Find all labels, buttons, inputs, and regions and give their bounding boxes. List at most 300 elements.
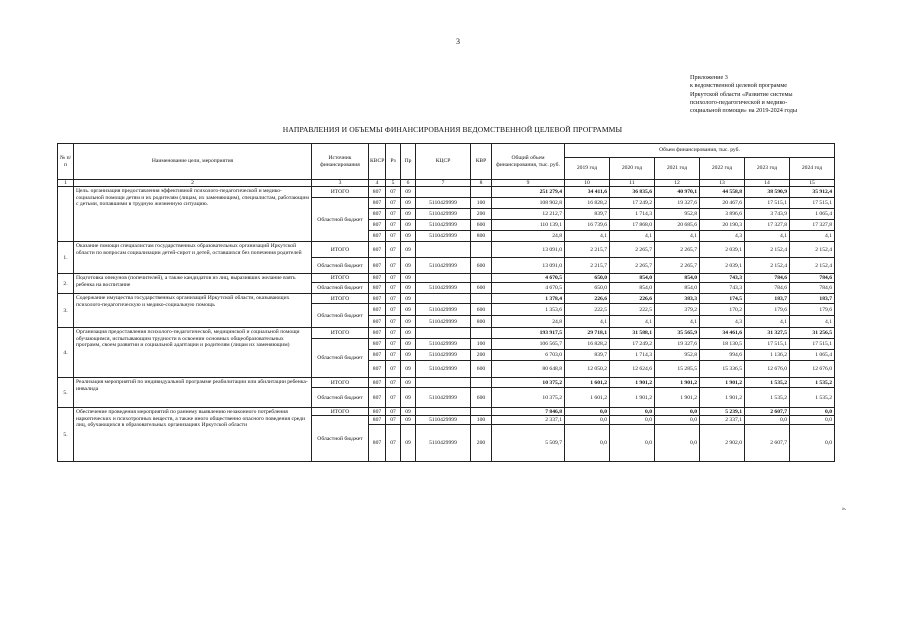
year-value-cell: 0,0	[790, 408, 835, 416]
column-number: 9	[492, 180, 565, 187]
header-total: Общий объем финансирования, тыс. руб.	[492, 144, 565, 180]
year-value-cell: 2 337,1	[700, 416, 745, 425]
kvr-cell	[471, 294, 492, 304]
year-value-cell: 222,5	[610, 304, 655, 316]
appendix-line: психолого-педагогической и медико-	[690, 98, 788, 106]
year-value-cell: 4,1	[655, 316, 700, 328]
year-value-cell: 17 868,0	[610, 220, 655, 231]
pr-cell: 09	[401, 361, 416, 378]
rz-cell: 07	[386, 294, 401, 304]
column-number: 14	[745, 180, 790, 187]
year-value-cell: 12 624,6	[610, 361, 655, 378]
header-source: Источник финансирования	[312, 144, 369, 180]
year-value-cell: 952,8	[655, 350, 700, 361]
pr-cell: 09	[401, 258, 416, 274]
funding-source: Областной бюджет	[312, 283, 369, 294]
kvr-cell: 600	[471, 388, 492, 408]
kcsr-cell: 5110429999	[416, 198, 471, 209]
year-value-cell: 16 828,2	[565, 339, 610, 350]
kvr-cell: 600	[471, 304, 492, 316]
year-value-cell: 4,3	[700, 316, 745, 328]
year-value-cell: 1 065,4	[790, 209, 835, 220]
year-value-cell: 4,1	[745, 231, 790, 242]
header-kvsr: КВСР	[369, 144, 386, 180]
pr-cell: 09	[401, 316, 416, 328]
year-value-cell: 2 265,7	[655, 258, 700, 274]
column-number: 1	[58, 180, 74, 187]
funding-source-total: ИТОГО	[312, 274, 369, 283]
total-cell: 4 670,5	[492, 274, 565, 283]
kvsr-cell: 807	[369, 187, 386, 198]
kcsr-cell	[416, 408, 471, 416]
total-cell: 5 509,7	[492, 425, 565, 462]
year-value-cell: 179,6	[790, 304, 835, 316]
year-value-cell: 1 714,3	[610, 350, 655, 361]
kvsr-cell: 807	[369, 350, 386, 361]
table-body	[58, 187, 835, 462]
kcsr-cell: 5110429999	[416, 339, 471, 350]
year-value-cell: 31 327,5	[745, 328, 790, 339]
year-value-cell: 19 327,6	[655, 339, 700, 350]
year-value-cell: 183,7	[745, 294, 790, 304]
year-value-cell: 839,7	[565, 350, 610, 361]
pr-cell: 09	[401, 242, 416, 258]
year-value-cell: 4,3	[700, 231, 745, 242]
table-row	[58, 242, 835, 258]
year-value-cell: 2 039,1	[700, 242, 745, 258]
kvsr-cell: 807	[369, 316, 386, 328]
year-value-cell: 0,0	[610, 416, 655, 425]
year-value-cell: 784,6	[790, 274, 835, 283]
kvsr-cell: 807	[369, 328, 386, 339]
year-value-cell: 0,0	[655, 425, 700, 462]
row-number: 5.	[58, 408, 74, 462]
total-cell: 110 139,1	[492, 220, 565, 231]
kvsr-cell: 807	[369, 425, 386, 462]
rz-cell: 07	[386, 220, 401, 231]
year-value-cell: 31 256,5	[790, 328, 835, 339]
year-value-cell: 0,0	[610, 425, 655, 462]
year-value-cell: 2 152,4	[745, 242, 790, 258]
year-value-cell: 35 912,4	[790, 187, 835, 198]
year-value-cell: 38 590,9	[745, 187, 790, 198]
measure-name: Оказание помощи специалистам государственных образовательных организаций Иркутской области по вопросам социализации детей-сирот и детей, оставшихся без попечения родителей	[74, 242, 312, 274]
header-year: 2023 год	[745, 158, 790, 180]
year-value-cell: 1 535,2	[745, 378, 790, 388]
kvr-cell: 200	[471, 425, 492, 462]
year-value-cell: 20 685,6	[655, 220, 700, 231]
kvsr-cell: 807	[369, 198, 386, 209]
pr-cell: 09	[401, 209, 416, 220]
column-number: 3	[312, 180, 369, 187]
kvsr-cell: 807	[369, 304, 386, 316]
total-cell: 2 337,1	[492, 416, 565, 425]
total-cell: 10 375,2	[492, 378, 565, 388]
measure-name: Содержание имущества государственных организаций Иркутской области, оказывающих психолого-педагогическую и медико-социальную помощь	[74, 294, 312, 328]
kvr-cell	[471, 328, 492, 339]
year-value-cell: 743,3	[700, 283, 745, 294]
kcsr-cell: 5110429999	[416, 209, 471, 220]
table-row	[58, 408, 835, 416]
row-number: 2.	[58, 274, 74, 294]
funding-source-total: ИТОГО	[312, 378, 369, 388]
kcsr-cell: 5110429999	[416, 283, 471, 294]
year-value-cell: 40 970,1	[655, 187, 700, 198]
column-number: 8	[471, 180, 492, 187]
year-value-cell: 4,1	[655, 231, 700, 242]
pr-cell: 09	[401, 328, 416, 339]
year-value-cell: 0,0	[565, 425, 610, 462]
year-value-cell: 1 901,2	[655, 378, 700, 388]
kvr-cell: 200	[471, 209, 492, 220]
rz-cell: 07	[386, 283, 401, 294]
funding-source-total: ИТОГО	[312, 328, 369, 339]
kcsr-cell: 5110429999	[416, 304, 471, 316]
year-value-cell: 0,0	[610, 408, 655, 416]
pr-cell: 09	[401, 231, 416, 242]
kvr-cell: 600	[471, 283, 492, 294]
kvr-cell: 600	[471, 258, 492, 274]
kcsr-cell: 5110429999	[416, 350, 471, 361]
rz-cell: 07	[386, 209, 401, 220]
year-value-cell: 4,1	[610, 231, 655, 242]
year-value-cell: 0,0	[745, 416, 790, 425]
year-value-cell: 17 249,2	[610, 339, 655, 350]
year-value-cell: 839,7	[565, 209, 610, 220]
rz-cell: 07	[386, 231, 401, 242]
year-value-cell: 1 901,2	[700, 388, 745, 408]
year-value-cell: 20 190,3	[700, 220, 745, 231]
year-value-cell: 994,6	[700, 350, 745, 361]
total-cell: 4 670,5	[492, 283, 565, 294]
row-number	[58, 187, 74, 242]
year-value-cell: 2 265,7	[610, 258, 655, 274]
kvr-cell	[471, 408, 492, 416]
total-cell: 13 091,0	[492, 242, 565, 258]
rz-cell: 07	[386, 304, 401, 316]
kvr-cell	[471, 187, 492, 198]
year-value-cell: 1 535,2	[745, 388, 790, 408]
funding-source: Областной бюджет	[312, 416, 369, 462]
header-year: 2019 год	[565, 158, 610, 180]
measure-name: Обеспечение проведения мероприятий по раннему выявлению незаконного потребления наркотических и психотропных веществ, а также иного общественно опасного поведения среди лиц, обучающихся в образовательных организациях Иркутской области	[74, 408, 312, 462]
year-value-cell: 2 152,4	[745, 258, 790, 274]
kvsr-cell: 807	[369, 361, 386, 378]
kcsr-cell: 5110429999	[416, 316, 471, 328]
rz-cell: 07	[386, 274, 401, 283]
appendix-note	[690, 74, 797, 115]
pr-cell: 09	[401, 416, 416, 425]
kcsr-cell: 5110429999	[416, 231, 471, 242]
year-value-cell: 174,5	[700, 294, 745, 304]
total-cell: 12 212,7	[492, 209, 565, 220]
kvsr-cell: 807	[369, 274, 386, 283]
kvr-cell: 600	[471, 220, 492, 231]
year-value-cell: 854,0	[655, 283, 700, 294]
total-cell: 108 902,8	[492, 198, 565, 209]
pr-cell: 09	[401, 350, 416, 361]
total-cell: 1 353,6	[492, 304, 565, 316]
header-year: 2020 год	[610, 158, 655, 180]
kcsr-cell: 5110429999	[416, 361, 471, 378]
year-value-cell: 1 901,2	[610, 388, 655, 408]
year-value-cell: 1 901,2	[700, 378, 745, 388]
year-value-cell: 17 327,8	[790, 220, 835, 231]
rz-cell: 07	[386, 425, 401, 462]
total-cell: 10 375,2	[492, 388, 565, 408]
year-value-cell: 2 265,7	[655, 242, 700, 258]
header-name: Наименование цели, мероприятия	[74, 144, 312, 180]
year-value-cell: 2 039,1	[700, 258, 745, 274]
kcsr-cell	[416, 242, 471, 258]
total-cell: 193 917,5	[492, 328, 565, 339]
funding-source: Областной бюджет	[312, 388, 369, 408]
column-number: 15	[790, 180, 835, 187]
header-volume: Объем финансирования, тыс. руб.	[565, 144, 835, 158]
total-cell: 106 565,7	[492, 339, 565, 350]
kvr-cell: 100	[471, 416, 492, 425]
row-number: 1.	[58, 242, 74, 274]
kvr-cell	[471, 378, 492, 388]
kvsr-cell: 807	[369, 339, 386, 350]
year-value-cell: 952,8	[655, 209, 700, 220]
year-value-cell: 2 607,7	[745, 425, 790, 462]
header-pr: Пр	[401, 144, 416, 180]
header-year: 2024 год	[790, 158, 835, 180]
kcsr-cell: 5110429999	[416, 425, 471, 462]
year-value-cell: 1 601,2	[565, 378, 610, 388]
rz-cell: 07	[386, 350, 401, 361]
year-value-cell: 12 676,0	[745, 361, 790, 378]
row-number: 3.	[58, 294, 74, 328]
year-value-cell: 854,0	[610, 283, 655, 294]
kvr-cell: 800	[471, 316, 492, 328]
year-value-cell: 15 285,5	[655, 361, 700, 378]
year-value-cell: 29 718,1	[565, 328, 610, 339]
kvsr-cell: 807	[369, 220, 386, 231]
measure-name: Цель. организация предоставления эффективной психолого-педагогической и медико-социальной помощи детям и их родителям (лицам, их заменяющим), специалистам, работающим с детьми, попавшими в трудную жизненную ситуацию.	[74, 187, 312, 242]
year-value-cell: 4,1	[610, 316, 655, 328]
pr-cell: 09	[401, 294, 416, 304]
kvsr-cell: 807	[369, 378, 386, 388]
kvsr-cell: 807	[369, 388, 386, 408]
year-value-cell: 36 835,6	[610, 187, 655, 198]
rz-cell: 07	[386, 361, 401, 378]
pr-cell: 09	[401, 425, 416, 462]
kcsr-cell	[416, 187, 471, 198]
header-kcsr: КЦСР	[416, 144, 471, 180]
rz-cell: 07	[386, 378, 401, 388]
financing-table	[57, 143, 835, 462]
year-value-cell: 222,5	[565, 304, 610, 316]
year-value-cell: 1 065,4	[790, 350, 835, 361]
pr-cell: 09	[401, 304, 416, 316]
appendix-line: Приложение 3	[690, 74, 728, 81]
rz-cell: 07	[386, 388, 401, 408]
year-value-cell: 4,1	[790, 231, 835, 242]
kvr-cell: 100	[471, 339, 492, 350]
year-value-cell: 1 601,2	[565, 388, 610, 408]
funding-source: Областной бюджет	[312, 258, 369, 274]
column-number: 5	[386, 180, 401, 187]
header-num: № п/п	[58, 144, 74, 180]
year-value-cell: 3 743,9	[745, 209, 790, 220]
year-value-cell: 17 515,1	[745, 339, 790, 350]
year-value-cell: 179,6	[745, 304, 790, 316]
column-number: 2	[74, 180, 312, 187]
measure-name: Реализация мероприятий по индивидуальной программе реабилитации или абилитации ребенка-инвалида	[74, 378, 312, 408]
year-value-cell: 35 565,9	[655, 328, 700, 339]
table-row	[58, 274, 835, 283]
year-value-cell: 0,0	[790, 425, 835, 462]
year-value-cell: 784,6	[745, 283, 790, 294]
year-value-cell: 18 130,5	[700, 339, 745, 350]
year-value-cell: 784,6	[790, 283, 835, 294]
kcsr-cell: 5110429999	[416, 416, 471, 425]
column-number: 6	[401, 180, 416, 187]
year-value-cell: 854,0	[610, 274, 655, 283]
funding-source: Областной бюджет	[312, 198, 369, 242]
year-value-cell: 2 607,7	[745, 408, 790, 416]
year-value-cell: 383,3	[655, 294, 700, 304]
pr-cell: 09	[401, 378, 416, 388]
year-value-cell: 2 152,4	[790, 258, 835, 274]
table-row	[58, 328, 835, 339]
year-value-cell: 34 461,6	[700, 328, 745, 339]
pr-cell: 09	[401, 283, 416, 294]
year-value-cell: 2 152,4	[790, 242, 835, 258]
pr-cell: 09	[401, 187, 416, 198]
funding-source-total: ИТОГО	[312, 187, 369, 198]
measure-name: Организация предоставления психолого-педагогической, медицинской и социальной помощи обучающимся, испытывающим трудности в освоении основных общеобразовательных программ, своем развитии и социальной адаптации и родителям (лицам их заменяющим)	[74, 328, 312, 378]
year-value-cell: 1 535,2	[790, 378, 835, 388]
year-value-cell: 17 515,1	[790, 198, 835, 209]
kcsr-cell	[416, 378, 471, 388]
year-value-cell: 34 411,6	[565, 187, 610, 198]
measure-name: Подготовка опекунов (попечителей), а также кандидатов из лиц, выразивших желание взять ребенка на воспитание	[74, 274, 312, 294]
rz-cell: 07	[386, 328, 401, 339]
corner-mark: ».	[842, 506, 847, 512]
table-row	[58, 378, 835, 388]
year-value-cell: 1 901,2	[610, 378, 655, 388]
year-value-cell: 650,0	[565, 283, 610, 294]
rz-cell: 07	[386, 339, 401, 350]
kcsr-cell	[416, 328, 471, 339]
appendix-line: социальной помощи» на 2019-2024 годы	[690, 107, 798, 115]
kcsr-cell	[416, 274, 471, 283]
pr-cell: 09	[401, 408, 416, 416]
year-value-cell: 170,2	[700, 304, 745, 316]
kvsr-cell: 807	[369, 231, 386, 242]
rz-cell: 07	[386, 408, 401, 416]
column-number: 4	[369, 180, 386, 187]
funding-source: Областной бюджет	[312, 339, 369, 378]
total-cell: 80 648,8	[492, 361, 565, 378]
page-number: 3	[456, 37, 460, 46]
year-value-cell: 12 676,0	[790, 361, 835, 378]
row-number: 5.	[58, 378, 74, 408]
table-row	[58, 187, 835, 198]
total-cell: 13 091,0	[492, 258, 565, 274]
funding-source-total: ИТОГО	[312, 242, 369, 258]
rz-cell: 07	[386, 242, 401, 258]
kvsr-cell: 807	[369, 408, 386, 416]
year-value-cell: 4,1	[745, 316, 790, 328]
header-kvr: КВР	[471, 144, 492, 180]
year-value-cell: 1 714,3	[610, 209, 655, 220]
year-value-cell: 0,0	[790, 416, 835, 425]
year-value-cell: 183,7	[790, 294, 835, 304]
year-value-cell: 17 249,2	[610, 198, 655, 209]
year-value-cell: 16 739,6	[565, 220, 610, 231]
document-title: НАПРАВЛЕНИЯ И ОБЪЕМЫ ФИНАНСИРОВАНИЯ ВЕДОМСТВЕННОЙ ЦЕЛЕВОЙ ПРОГРАММЫ	[282, 125, 623, 134]
year-value-cell: 17 515,1	[790, 339, 835, 350]
kvr-cell	[471, 242, 492, 258]
year-value-cell: 15 336,5	[700, 361, 745, 378]
year-value-cell: 2 265,7	[610, 242, 655, 258]
year-value-cell: 20 467,6	[700, 198, 745, 209]
year-value-cell: 854,0	[655, 274, 700, 283]
year-value-cell: 1 136,2	[745, 350, 790, 361]
column-number: 7	[416, 180, 471, 187]
kcsr-cell: 5110429999	[416, 258, 471, 274]
year-value-cell: 3 896,6	[700, 209, 745, 220]
rz-cell: 07	[386, 187, 401, 198]
kvsr-cell: 807	[369, 258, 386, 274]
rz-cell: 07	[386, 316, 401, 328]
year-value-cell: 4,1	[565, 316, 610, 328]
year-value-cell: 44 558,8	[700, 187, 745, 198]
year-value-cell: 743,3	[700, 274, 745, 283]
appendix-line: к ведомственной целевой программе	[690, 82, 787, 90]
pr-cell: 09	[401, 220, 416, 231]
total-cell: 1 378,4	[492, 294, 565, 304]
year-value-cell: 17 515,1	[745, 198, 790, 209]
row-number: 4.	[58, 328, 74, 378]
header-year: 2021 год	[655, 158, 700, 180]
year-value-cell: 2 215,7	[565, 242, 610, 258]
year-value-cell: 0,0	[565, 408, 610, 416]
year-value-cell: 226,6	[610, 294, 655, 304]
column-number: 10	[565, 180, 610, 187]
kvr-cell: 100	[471, 198, 492, 209]
total-cell: 7 846,8	[492, 408, 565, 416]
kvr-cell: 800	[471, 231, 492, 242]
kcsr-cell: 5110429999	[416, 388, 471, 408]
year-value-cell: 1 535,2	[790, 388, 835, 408]
year-value-cell: 650,0	[565, 274, 610, 283]
header-year: 2022 год	[700, 158, 745, 180]
funding-source-total: ИТОГО	[312, 408, 369, 416]
appendix-line: Иркутской области «Развитие системы	[690, 90, 793, 98]
column-number-row	[58, 180, 835, 187]
total-cell: 24,8	[492, 316, 565, 328]
total-cell: 6 703,0	[492, 350, 565, 361]
year-value-cell: 16 828,2	[565, 198, 610, 209]
kvsr-cell: 807	[369, 283, 386, 294]
year-value-cell: 226,6	[565, 294, 610, 304]
year-value-cell: 784,6	[745, 274, 790, 283]
kcsr-cell	[416, 294, 471, 304]
year-value-cell: 4,1	[790, 316, 835, 328]
year-value-cell: 379,2	[655, 304, 700, 316]
kvsr-cell: 807	[369, 416, 386, 425]
year-value-cell: 2 902,0	[700, 425, 745, 462]
rz-cell: 07	[386, 258, 401, 274]
column-number: 13	[700, 180, 745, 187]
rz-cell: 07	[386, 198, 401, 209]
total-cell: 251 279,4	[492, 187, 565, 198]
